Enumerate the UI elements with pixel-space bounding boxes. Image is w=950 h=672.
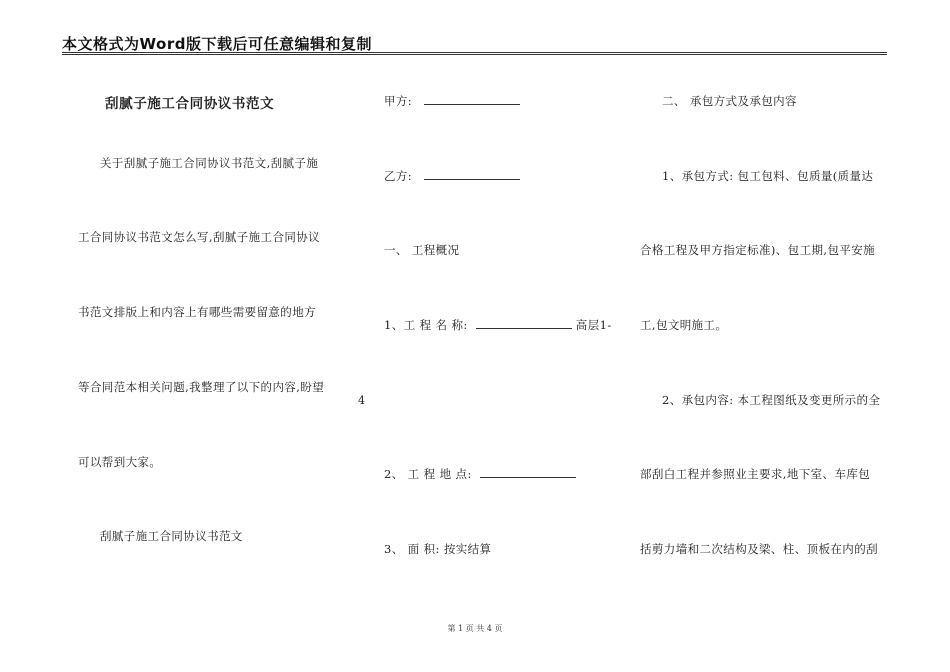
project-name-blank: [476, 319, 572, 329]
column3-line-5: 部刮白工程并参照业主要求,地下室、车库包: [640, 467, 871, 481]
project-name-suffix: 高层1-: [575, 318, 612, 332]
party-a-label: 甲方:: [384, 94, 413, 108]
document-header-title: 本文格式为Word版下载后可任意编辑和复制: [62, 35, 372, 53]
party-a-blank: [424, 95, 520, 105]
page-footer: 第 1 页 共 4 页: [447, 624, 503, 633]
column1-line-4: 等合同范本相关问题,我整理了以下的内容,盼望: [78, 380, 325, 394]
project-location-blank: [480, 468, 576, 478]
page-number: 4: [358, 394, 365, 407]
header-rule-bottom: [62, 54, 887, 55]
party-b-line: [384, 168, 520, 184]
section2-heading: 二、 承包方式及承包内容: [662, 94, 797, 108]
party-b-blank: [424, 170, 520, 180]
party-a-line: [384, 93, 520, 109]
column1-title: 刮腻子施工合同协议书范文: [105, 96, 275, 112]
header-rule-top: [62, 52, 887, 53]
column1-subtitle: 刮腻子施工合同协议书范文: [100, 529, 243, 543]
project-name-label: 1、工 程 名 称:: [384, 318, 468, 332]
section1-heading: 一、 工程概况: [384, 243, 460, 257]
project-location-label: 2、 工 程 地 点:: [384, 467, 472, 481]
column1-line-1: 关于刮腻子施工合同协议书范文,刮腻子施: [100, 156, 319, 170]
party-b-label: 乙方:: [384, 169, 413, 183]
column3-line-4: 2、承包内容: 本工程图纸及变更所示的全: [662, 393, 881, 407]
column1-line-3: 书范文排版上和内容上有哪些需要留意的地方: [78, 305, 316, 319]
project-name-line: [384, 317, 612, 333]
column3-line-6: 括剪力墙和二次结构及梁、柱、顶板在内的刮: [640, 542, 878, 556]
column3-line-2: 合格工程及甲方指定标准)、包工期,包平安施: [640, 243, 876, 257]
area-line: 3、 面 积: 按实结算: [384, 542, 492, 556]
column1-line-2: 工合同协议书范文怎么写,刮腻子施工合同协议: [78, 230, 321, 244]
column1-line-5: 可以帮到大家。: [78, 455, 162, 469]
column3-line-3: 工,包文明施工。: [640, 318, 728, 332]
column3-line-1: 1、承包方式: 包工包料、包质量(质量达: [662, 169, 874, 183]
project-location-line: [384, 466, 576, 482]
